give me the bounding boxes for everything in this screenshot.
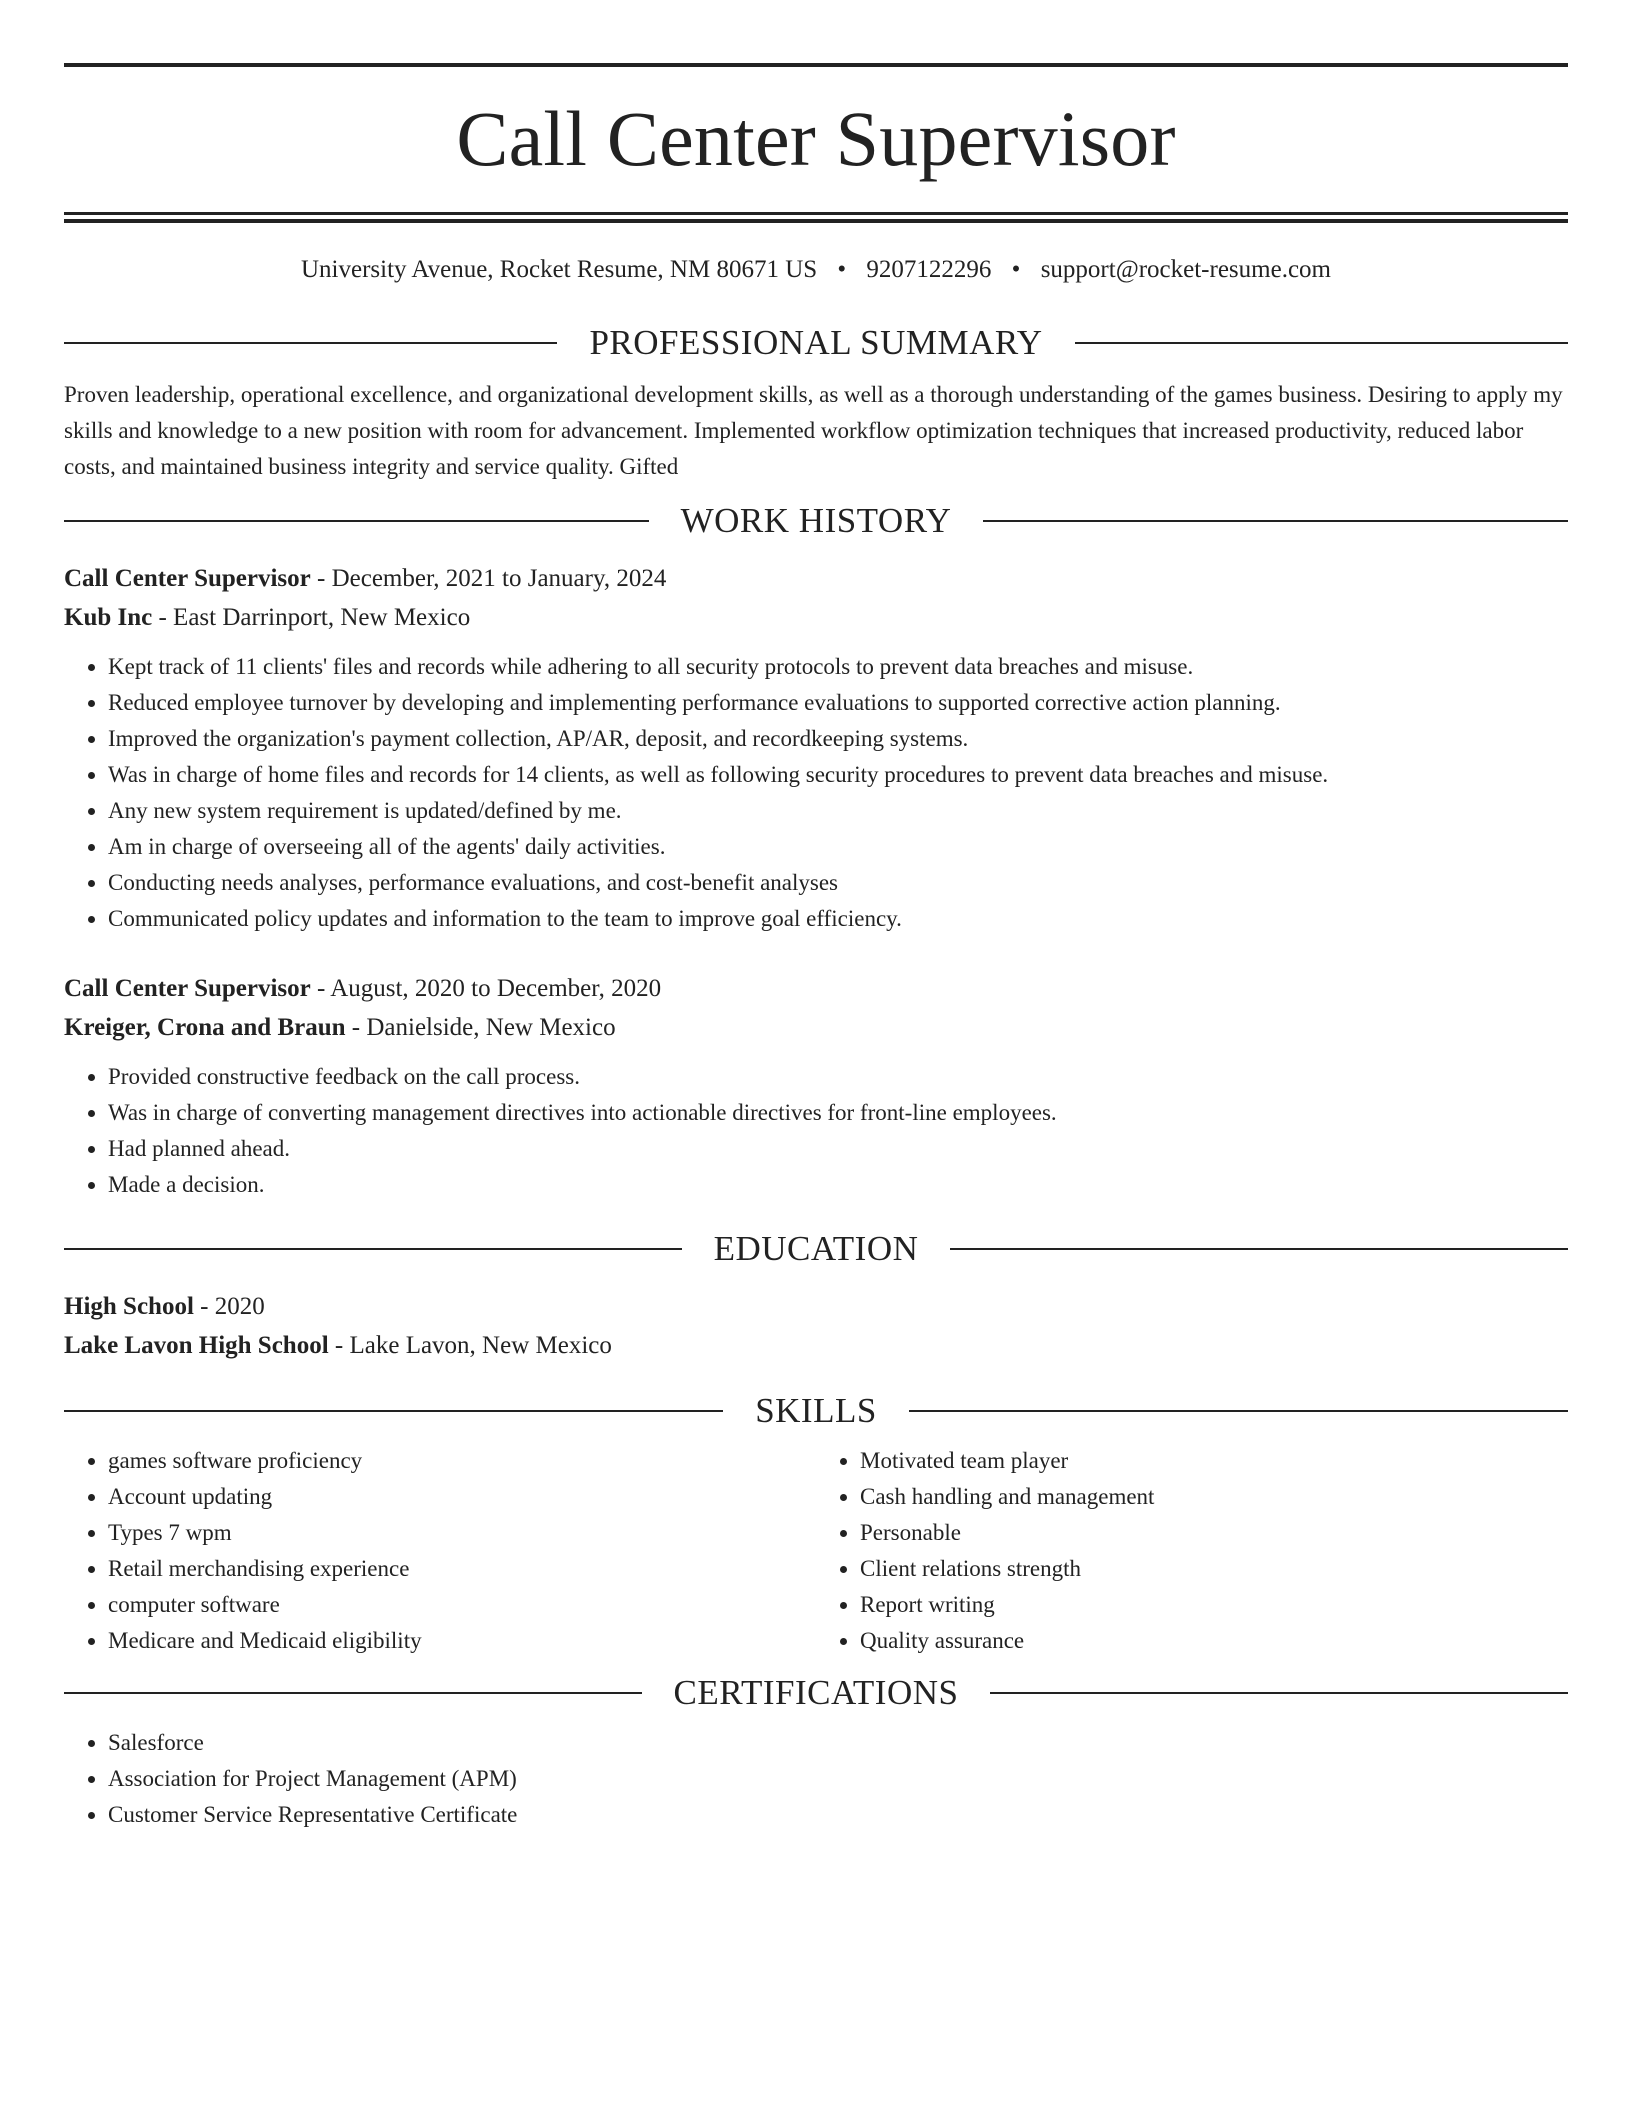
education-entry — [64, 1287, 1568, 1365]
education-school: Lake Lavon High School — [64, 1332, 329, 1359]
section-title: CERTIFICATIONS — [673, 1673, 959, 1712]
list-item: • Made a decision. — [108, 1167, 1568, 1203]
certification-item: • Association for Project Management (APM) — [108, 1761, 1568, 1797]
skills-list-right — [816, 1443, 1568, 1659]
job-company-line — [64, 598, 1568, 637]
skill-item: • Account updating — [108, 1479, 816, 1515]
skill-item: • Report writing — [860, 1587, 1568, 1623]
section-title: EDUCATION — [713, 1229, 919, 1268]
skill-item: • Client relations strength — [860, 1551, 1568, 1587]
certifications-list — [64, 1725, 1568, 1833]
education-degree-line — [64, 1287, 1568, 1326]
job-dates: - December, 2021 to January, 2024 — [310, 565, 667, 592]
top-rule — [64, 63, 1568, 67]
heading-rule — [1075, 342, 1568, 344]
skills-grid — [64, 1443, 1568, 1659]
heading-rule — [64, 1410, 723, 1412]
section-heading-certifications — [64, 1673, 1568, 1713]
section-heading-work-history — [64, 501, 1568, 541]
resume-title: Call Center Supervisor — [456, 95, 1176, 182]
education-school-line — [64, 1326, 1568, 1365]
contact-address: University Avenue, Rocket Resume, NM 80671 US — [301, 256, 818, 283]
job-bullets — [64, 649, 1568, 937]
contact-separator: • — [1011, 256, 1021, 283]
list-item: • Any new system requirement is updated/defined by me. — [108, 793, 1568, 829]
job-title: Call Center Supervisor — [64, 565, 311, 592]
contact-email: support@rocket-resume.com — [1040, 256, 1331, 283]
skill-item: • Motivated team player — [860, 1443, 1568, 1479]
list-item: • Provided constructive feedback on the call process. — [108, 1059, 1568, 1095]
job-title: Call Center Supervisor — [64, 975, 311, 1002]
list-item: • Had planned ahead. — [108, 1131, 1568, 1167]
skill-item: • Types 7 wpm — [108, 1515, 816, 1551]
education-location: - Lake Lavon, New Mexico — [328, 1332, 612, 1359]
heading-rule — [909, 1410, 1568, 1412]
contact-line — [64, 253, 1568, 287]
title-double-rule — [64, 212, 1568, 223]
list-item: • Was in charge of converting management directives into actionable directives for front-line employees. — [108, 1095, 1568, 1131]
skill-item: • games software proficiency — [108, 1443, 816, 1479]
section-title: PROFESSIONAL SUMMARY — [589, 323, 1043, 362]
list-item: • Was in charge of home files and records for 14 clients, as well as following security procedures to prevent data breaches and misuse. — [108, 757, 1568, 793]
skill-item: • Quality assurance — [860, 1623, 1568, 1659]
heading-rule — [64, 1692, 642, 1694]
job-entry — [64, 559, 1568, 937]
list-item: • Kept track of 11 clients' files and records while adhering to all security protocols to prevent data breaches and misuse. — [108, 649, 1568, 685]
job-entry — [64, 969, 1568, 1203]
heading-rule — [950, 1248, 1568, 1250]
skills-list-left — [64, 1443, 816, 1659]
skill-item: • computer software — [108, 1587, 816, 1623]
job-dates: - August, 2020 to December, 2020 — [310, 975, 662, 1002]
skill-item: • Medicare and Medicaid eligibility — [108, 1623, 816, 1659]
contact-separator: • — [837, 256, 847, 283]
contact-phone: 9207122296 — [866, 256, 992, 283]
certification-item: • Customer Service Representative Certificate — [108, 1797, 1568, 1833]
heading-rule — [64, 342, 557, 344]
job-bullets — [64, 1059, 1568, 1203]
heading-rule — [990, 1692, 1568, 1694]
heading-rule — [64, 1248, 682, 1250]
job-company: Kub Inc — [64, 604, 153, 631]
section-heading-skills — [64, 1391, 1568, 1431]
job-company: Kreiger, Crona and Braun — [64, 1014, 346, 1041]
list-item: • Improved the organization's payment collection, AP/AR, deposit, and recordkeeping systems. — [108, 721, 1568, 757]
job-title-line — [64, 969, 1568, 1008]
section-heading-summary — [64, 323, 1568, 363]
heading-rule — [64, 520, 649, 522]
job-company-line — [64, 1008, 1568, 1047]
section-title: WORK HISTORY — [680, 501, 952, 540]
job-title-line — [64, 559, 1568, 598]
summary-text: Proven leadership, operational excellence, and organizational development skills, as well as a thorough understanding of the games business. Desiring to apply my skills and knowledge to a new position with room for advancement. Implemented workflow optimization techniques that increased productivity, reduced labor costs, and maintained business integrity and service quality. Gifted — [64, 382, 1563, 479]
list-item: • Am in charge of overseeing all of the agents' daily activities. — [108, 829, 1568, 865]
skill-item: • Personable — [860, 1515, 1568, 1551]
skill-item: • Cash handling and management — [860, 1479, 1568, 1515]
list-item: • Communicated policy updates and information to the team to improve goal efficiency. — [108, 901, 1568, 937]
job-location: - Danielside, New Mexico — [345, 1014, 616, 1041]
list-item: • Reduced employee turnover by developing and implementing performance evaluations to supported corrective action planning. — [108, 685, 1568, 721]
heading-rule — [983, 520, 1568, 522]
section-heading-education — [64, 1229, 1568, 1269]
skill-item: • Retail merchandising experience — [108, 1551, 816, 1587]
list-item: • Conducting needs analyses, performance evaluations, and cost-benefit analyses — [108, 865, 1568, 901]
section-title: SKILLS — [755, 1391, 877, 1430]
job-location: - East Darrinport, New Mexico — [152, 604, 471, 631]
certification-item: • Salesforce — [108, 1725, 1568, 1761]
education-degree: High School — [64, 1293, 194, 1320]
education-year: - 2020 — [193, 1293, 265, 1320]
